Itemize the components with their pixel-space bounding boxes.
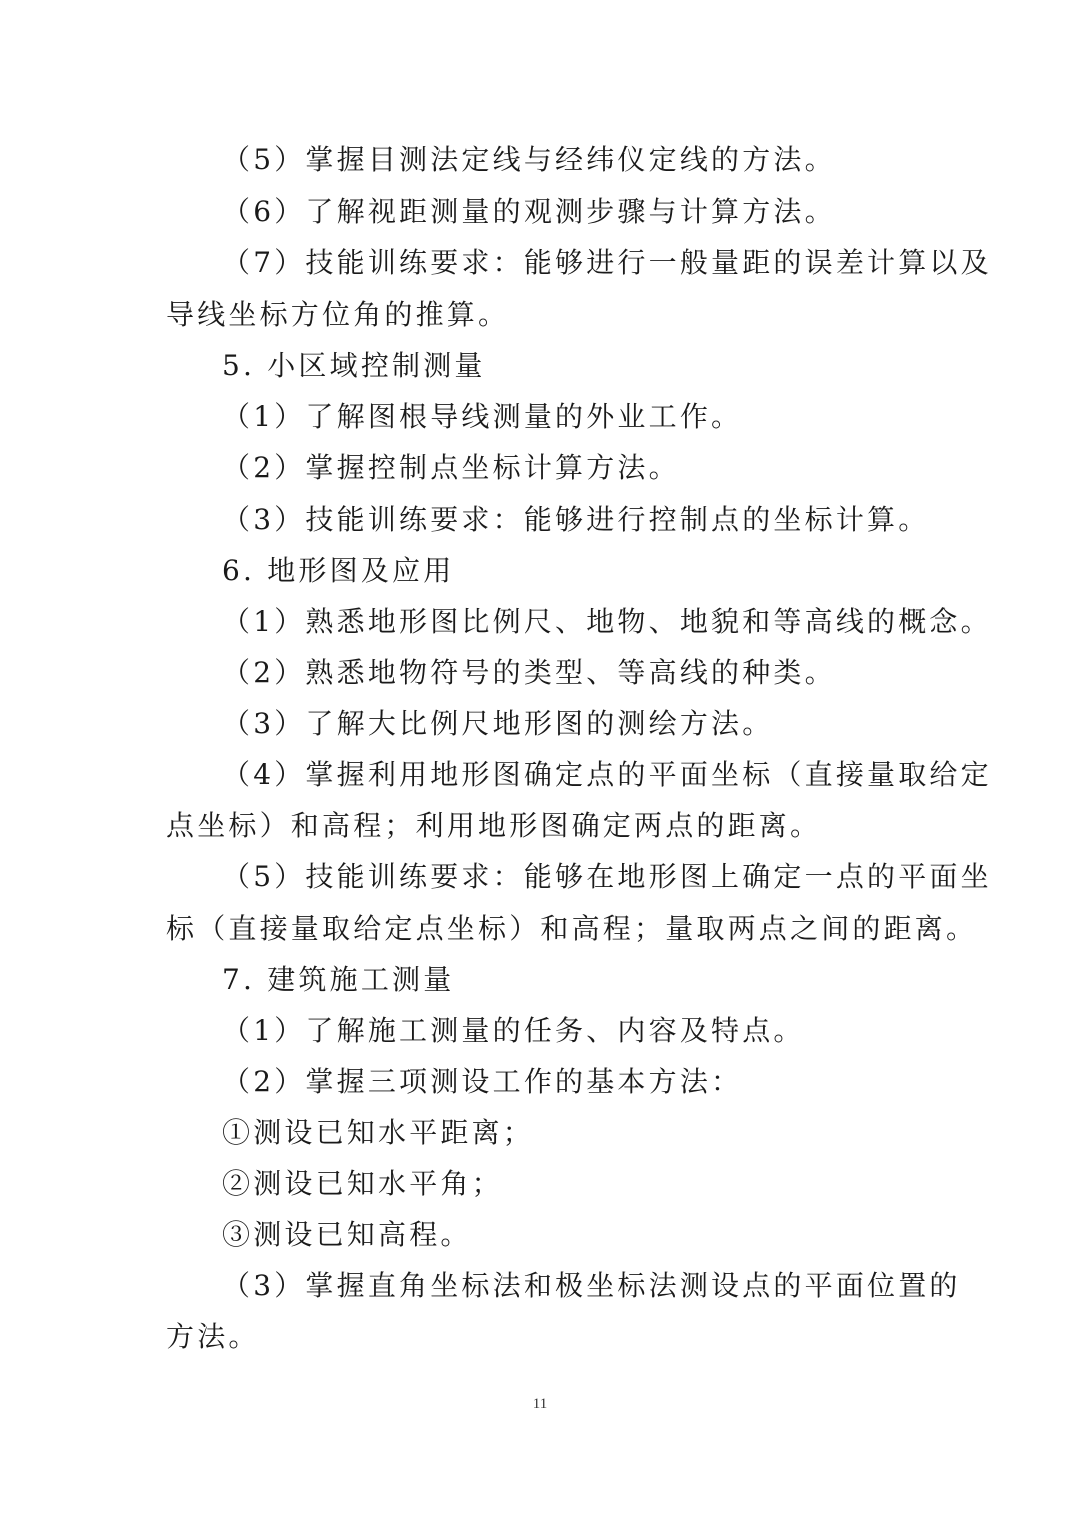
text-line: （1）熟悉地形图比例尺、地物、地貌和等高线的概念。 — [222, 605, 992, 638]
text-line: 点坐标）和高程；利用地形图确定两点的距离。 — [166, 809, 822, 842]
text-line: 方法。 — [166, 1320, 260, 1353]
text-line: ③测设已知高程。 — [222, 1218, 472, 1251]
text-line: （1）了解施工测量的任务、内容及特点。 — [222, 1014, 805, 1047]
text-line: （2）掌握三项测设工作的基本方法： — [222, 1065, 743, 1098]
text-line: ①测设已知水平距离； — [222, 1116, 535, 1149]
text-line: （3）了解大比例尺地形图的测绘方法。 — [222, 707, 774, 740]
text-line: 标（直接量取给定点坐标）和高程；量取两点之间的距离。 — [166, 912, 978, 945]
text-line: （5）掌握目测法定线与经纬仪定线的方法。 — [222, 143, 836, 176]
page-number: 11 — [532, 1396, 548, 1412]
text-line: 导线坐标方位角的推算。 — [166, 298, 510, 331]
text-line: （3）技能训练要求：能够进行控制点的坐标计算。 — [222, 503, 930, 536]
section-heading: 7. 建筑施工测量 — [222, 963, 455, 996]
text-line: （5）技能训练要求：能够在地形图上确定一点的平面坐 — [222, 860, 992, 893]
text-line: （3）掌握直角坐标法和极坐标法测设点的平面位置的 — [222, 1269, 961, 1302]
text-line: （7）技能训练要求：能够进行一般量距的误差计算以及 — [222, 246, 992, 279]
section-heading: 5. 小区域控制测量 — [222, 349, 486, 382]
text-line: （2）掌握控制点坐标计算方法。 — [222, 451, 680, 484]
text-line: （4）掌握利用地形图确定点的平面坐标（直接量取给定 — [222, 758, 992, 791]
text-line: ②测设已知水平角； — [222, 1167, 503, 1200]
text-line: （1）了解图根导线测量的外业工作。 — [222, 400, 743, 433]
text-line: （2）熟悉地物符号的类型、等高线的种类。 — [222, 656, 836, 689]
text-line: （6）了解视距测量的观测步骤与计算方法。 — [222, 195, 836, 228]
section-heading: 6. 地形图及应用 — [222, 554, 455, 587]
